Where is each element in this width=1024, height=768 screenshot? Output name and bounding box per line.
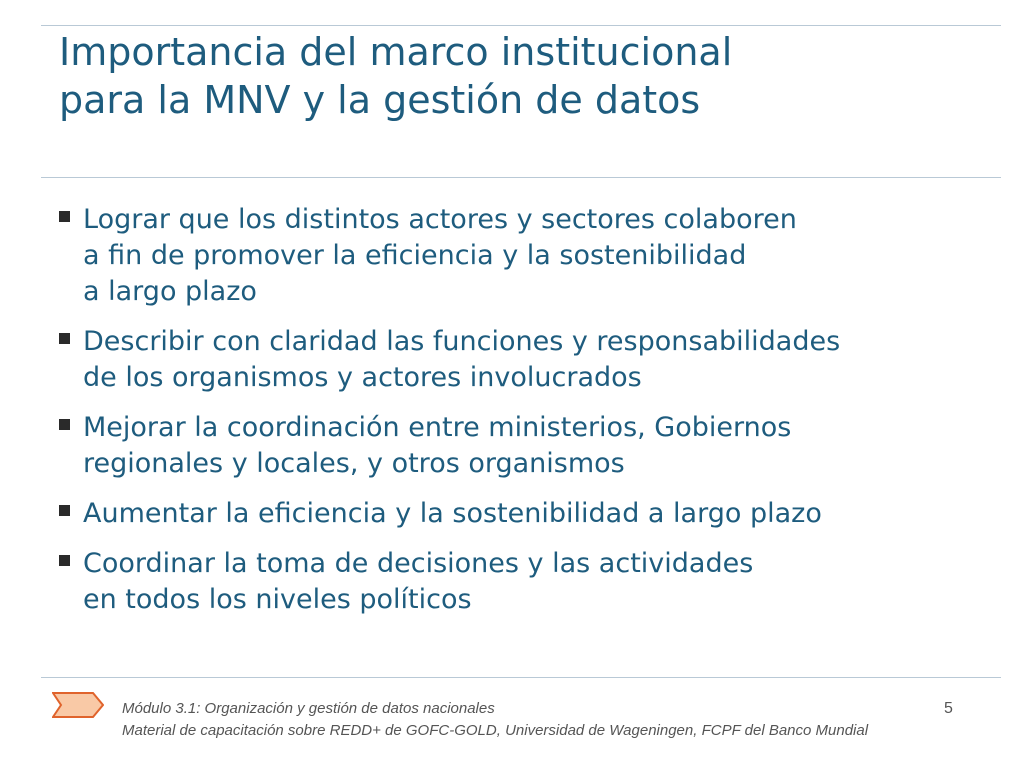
square-bullet-icon (59, 555, 70, 566)
title-divider (41, 177, 1001, 178)
bullet-item (57, 324, 997, 396)
slide-title-line-2: para la MNV y la gestión de datos (59, 78, 701, 122)
footer-credits (122, 698, 868, 742)
footer-divider (41, 677, 1001, 678)
page-number: 5 (944, 700, 953, 717)
bullet-item (57, 496, 997, 532)
bullet-list (57, 202, 997, 632)
bullet-item (57, 546, 997, 618)
bullet-text: Coordinar la toma de decisiones y las actividades (83, 548, 754, 579)
bullet-text: en todos los niveles políticos (83, 584, 472, 615)
slide-title (59, 28, 989, 124)
bullet-text: de los organismos y actores involucrados (83, 362, 642, 393)
footer-module: Módulo 3.1: Organización y gestión de datos nacionales (122, 700, 495, 717)
bullet-text: a largo plazo (83, 276, 257, 307)
bullet-text: Mejorar la coordinación entre ministerios, Gobiernos (83, 412, 792, 443)
bullet-text: Aumentar la eficiencia y la sostenibilidad a largo plazo (83, 498, 822, 529)
footer-source: Material de capacitación sobre REDD+ de GOFC-GOLD, Universidad de Wageningen, FCPF del Banco Mundial (122, 722, 869, 739)
square-bullet-icon (59, 505, 70, 516)
slide-title-line-1: Importancia del marco institucional (59, 30, 733, 74)
bullet-item (57, 410, 997, 482)
bullet-text: regionales y locales, y otros organismos (83, 448, 625, 479)
bullet-item (57, 202, 997, 310)
square-bullet-icon (59, 333, 70, 344)
chevron-arrow-icon (52, 692, 104, 718)
bullet-text: Describir con claridad las funciones y responsabilidades (83, 326, 841, 357)
bullet-text: Lograr que los distintos actores y sectores colaboren (83, 204, 797, 235)
square-bullet-icon (59, 211, 70, 222)
square-bullet-icon (59, 419, 70, 430)
bullet-text: a fin de promover la eficiencia y la sostenibilidad (83, 240, 747, 271)
top-divider (41, 25, 1001, 26)
